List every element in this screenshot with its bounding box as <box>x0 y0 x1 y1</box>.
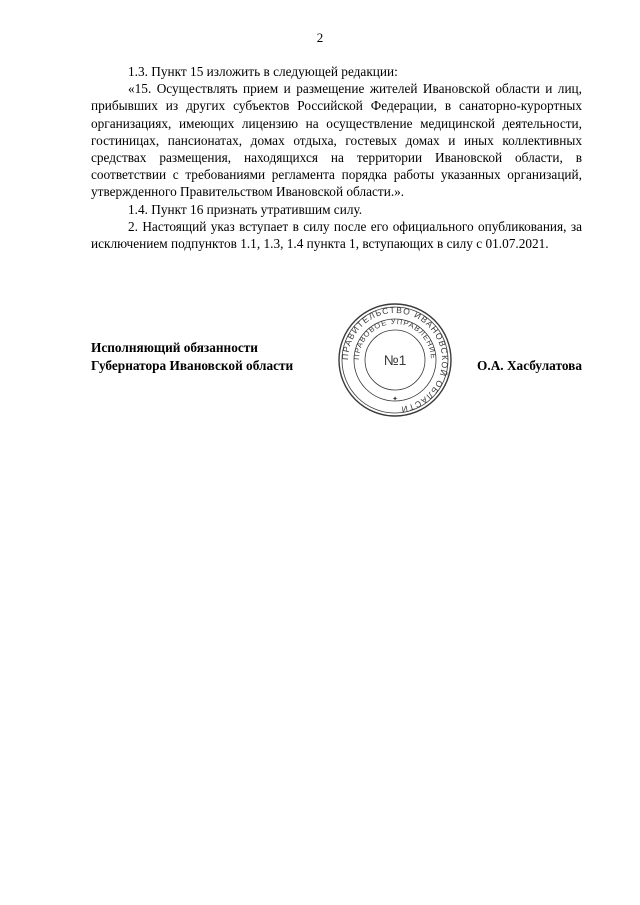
stamp-outer-text: ПРАВИТЕЛЬСТВО ИВАНОВСКОЙ ОБЛАСТИ <box>339 304 451 415</box>
signatory-name: О.А. Хасбулатова <box>477 358 582 373</box>
stamp-star-icon: ✦ <box>392 396 398 403</box>
signature-position <box>91 339 293 375</box>
paragraph-1-3: 1.3. Пункт 15 изложить в следующей редакции: <box>128 64 398 79</box>
position-line-1: Исполняющий обязанности <box>91 340 258 355</box>
stamp-seal-icon <box>336 301 454 419</box>
stamp-inner-text: ПРАВОВОЕ УПРАВЛЕНИЕ <box>351 316 439 361</box>
stamp-number: №1 <box>383 352 407 368</box>
page-number: 2 <box>316 30 324 45</box>
paragraph-15-text: «15. Осуществлять прием и размещение жителей Ивановской области и лиц, прибывших из других субъектов Российской Федерации, в санаторно-курортных организациях, имеющих лицензию на осуществление медицинской деятельности, гостиницах, пансионатах, домах отдыха, гостевых домах и иных коллективных средствах размещения, находящихся на территории Ивановской области, в соответствии с требованиями регламента порядка работы указанных организаций, утвержденного Правительством Ивановской области.». <box>91 81 582 200</box>
paragraph-2: 2. Настоящий указ вступает в силу после его официального опубликования, за исключением подпунктов 1.1, 1.3, 1.4 пункта 1, вступающих в силу с 01.07.2021. <box>91 218 582 252</box>
paragraph-1-4: 1.4. Пункт 16 признать утратившим силу. <box>128 201 363 217</box>
document-body <box>91 63 582 252</box>
official-stamp <box>336 301 454 419</box>
position-line-2: Губернатора Ивановской области <box>91 358 294 373</box>
